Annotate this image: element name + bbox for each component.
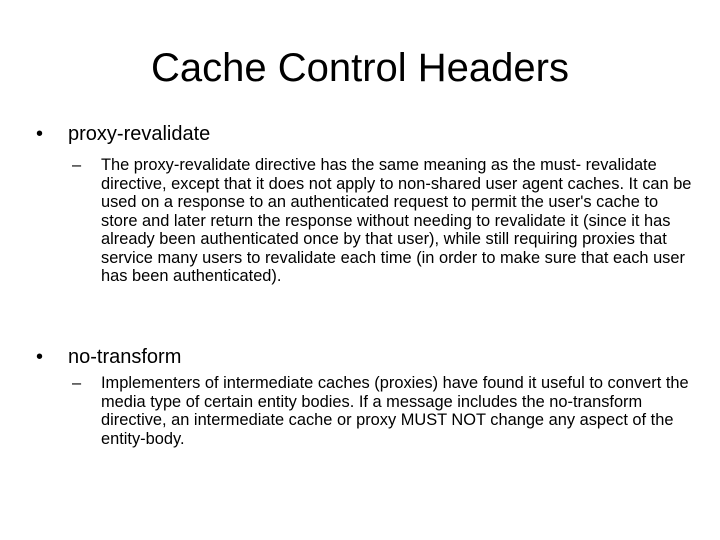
dash-marker: – [72, 374, 82, 392]
bullet-label: no-transform [68, 346, 182, 368]
subpoint-proxy-revalidate [72, 156, 692, 286]
subpoint-text: Implementers of intermediate caches (proxies) have found it useful to convert the media type of certain entity bodies. If a message includes the no-transform directive, an intermediate cache or proxy MUST NOT change any aspect of the entity-body. [101, 374, 689, 448]
bullet-no-transform [36, 345, 181, 369]
subpoint-text: The proxy-revalidate directive has the same meaning as the must- revalidate directive, except that it does not apply to non-shared user agent caches. It can be used on a response to an authenticated request to permit the user's cache to store and later return the response without needing to revalidate it (since it has already been authenticated once by that user), while still requiring proxies that service many users to revalidate each time (in order to make sure that each user has been authenticated). [101, 156, 692, 285]
bullet-label: proxy-revalidate [68, 123, 211, 145]
bullet-marker: • [36, 123, 44, 145]
slide-title: Cache Control Headers [151, 46, 569, 90]
subpoint-no-transform [72, 374, 692, 448]
dash-marker: – [72, 156, 82, 174]
bullet-proxy-revalidate [36, 122, 210, 146]
bullet-marker: • [36, 346, 44, 368]
